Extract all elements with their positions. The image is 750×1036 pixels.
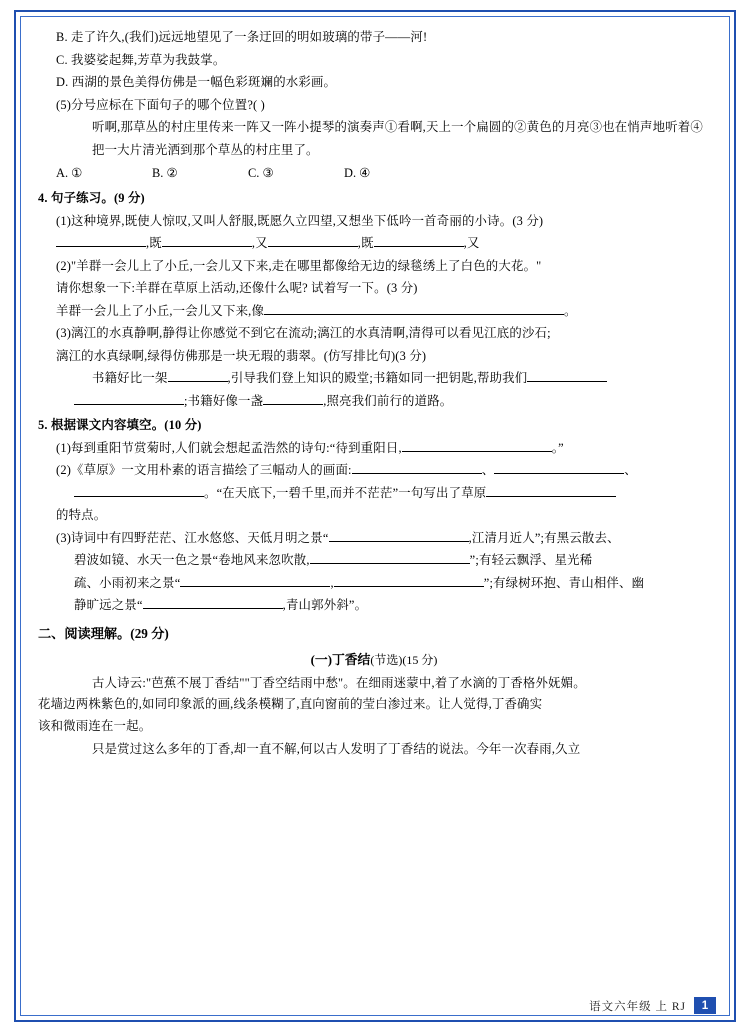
question-4-2-answer-prefix: 羊群一会儿上了小丘,一会儿又下来,像	[56, 303, 265, 318]
question-4-3-answer-line1: 书籍好比一架 ,引导我们登上知识的殿堂;书籍如同一把钥匙,帮助我们	[38, 367, 710, 390]
question-5-2-line2: 。“在天底下,一碧千里,而并不茫茫”一句写出了草原	[38, 482, 710, 505]
answer-blank[interactable]	[310, 550, 470, 564]
answer-blank[interactable]	[527, 368, 607, 382]
question-4-1-answer-line: ,既 ,又 ,既 ,又	[38, 232, 710, 255]
answer-blank[interactable]	[402, 438, 552, 452]
answer-blank[interactable]	[329, 528, 469, 542]
page-content	[38, 26, 710, 986]
answer-blank[interactable]	[162, 233, 252, 247]
question-4-2-answer-line: 羊群一会儿上了小丘,一会儿又下来,像 。	[38, 300, 710, 323]
reading-paragraph-1-line-1: 古人诗云:"芭蕉不展丁香结""丁香空结雨中愁"。在细雨迷蒙中,着了水滴的丁香格外妩媚。	[92, 675, 586, 690]
option-c[interactable]: C. ③	[248, 166, 274, 180]
question-5-2-line3: 的特点。	[56, 508, 107, 522]
question-4-3-answer-line2: ;书籍好像一盏 ,照亮我们前行的道路。	[38, 390, 710, 413]
reading-title-note: (节选)(15 分)	[370, 652, 438, 667]
answer-blank[interactable]	[143, 595, 283, 609]
question-5-stem: (5)分号应标在下面句子的哪个位置?( )	[56, 97, 265, 112]
question-5-fill-title: 5. 根据课文内容填空。(10 分)	[38, 418, 202, 432]
question-4-3-stem-line2: 漓江的水真绿啊,绿得仿佛那是一块无瑕的翡翠。(仿写排比句)(3 分)	[56, 348, 427, 363]
section-2-title: 二、阅读理解。(29 分)	[38, 625, 169, 641]
answer-blank[interactable]	[374, 233, 464, 247]
question-4-2-stem-line1: (2)"羊群一会儿上了小丘,一会儿又下来,走在哪里都像给无边的绿毯绣上了白色的大花。"	[56, 258, 542, 273]
reading-paragraph-2-line-1: 只是赏过这么多年的丁香,却一直不解,何以古人发明了丁香结的说法。今年一次春雨,久立	[92, 742, 581, 756]
page-footer	[589, 997, 716, 1014]
reading-title-text: (一)丁香结	[310, 652, 371, 667]
answer-blank[interactable]	[74, 391, 184, 405]
option-b[interactable]: B. ②	[152, 166, 178, 180]
answer-blank[interactable]	[268, 233, 358, 247]
question-5-1: (1)每到重阳节赏菊时,人们就会想起孟浩然的诗句:“待到重阳日, 。”	[38, 437, 710, 460]
question-5-3-line2: 碧波如镜、水天一色之景“卷地风来忽吹散, ”;有轻云飘浮、星光稀	[38, 549, 710, 572]
answer-blank[interactable]	[56, 233, 146, 247]
page-number: 1	[694, 997, 716, 1014]
answer-blank[interactable]	[263, 391, 323, 405]
answer-blank[interactable]	[264, 301, 564, 315]
question-4-title: 4. 句子练习。(9 分)	[38, 191, 145, 205]
reading-paragraph-1-line-3: 该和微雨连在一起。	[38, 718, 152, 733]
question-5-3-line3: 疏、小雨初来之景“ , ”;有绿树环抱、青山相伴、幽	[38, 572, 710, 595]
question-5-2-line1: (2)《草原》一文用朴素的语言描绘了三幅动人的画面: 、 、	[38, 459, 710, 482]
choice-option-b: B. 走了许久,(我们)远远地望见了一条迂回的明如玻璃的带子——河!	[56, 30, 428, 44]
option-d[interactable]: D. ④	[344, 166, 371, 180]
question-5-3-line1: (3)诗词中有四野茫茫、江水悠悠、天低月明之景“ ,江清月近人”;有黑云散去、	[38, 527, 710, 550]
question-4-1-stem: (1)这种境界,既使人惊叹,又叫人舒服,既愿久立四望,又想坐下低吟一首奇丽的小诗。(3 分)	[56, 213, 544, 228]
reading-paragraph-1-line-2: 花墙边两株紫色的,如同印象派的画,线条模糊了,直向窗前的莹白渗过来。让人觉得,丁香确实	[38, 697, 543, 711]
question-4-2-stem-line2: 请你想象一下:羊群在草原上活动,还像什么呢? 试着写一下。(3 分)	[56, 281, 418, 295]
option-a[interactable]: A. ①	[56, 166, 83, 180]
answer-blank[interactable]	[168, 368, 228, 382]
choice-option-d: D. 西湖的景色美得仿佛是一幅色彩斑斓的水彩画。	[56, 75, 337, 89]
question-5-options	[38, 161, 710, 185]
answer-blank[interactable]	[334, 573, 484, 587]
answer-blank[interactable]	[352, 460, 482, 474]
question-5-3-line4: 静旷远之景“ ,青山郭外斜”。	[38, 594, 710, 617]
choice-option-c: C. 我婆娑起舞,芳草为我鼓掌。	[56, 52, 226, 67]
answer-blank[interactable]	[74, 483, 204, 497]
footer-subject: 语文六年级 上 RJ	[589, 1000, 686, 1013]
question-5-passage: 听啊,那草丛的村庄里传来一阵又一阵小提琴的演奏声①看啊,天上一个扁圆的②黄色的月亮③也在悄声地听着④把一大片清光洒到那个草丛的村庄里了。	[92, 120, 703, 157]
answer-blank[interactable]	[494, 460, 624, 474]
answer-blank[interactable]	[180, 573, 330, 587]
reading-passage-title	[38, 647, 710, 673]
question-4-3-stem-line1: (3)漓江的水真静啊,静得让你感觉不到它在流动;漓江的水真清啊,清得可以看见江底的沙石;	[56, 326, 551, 340]
answer-blank[interactable]	[486, 483, 616, 497]
